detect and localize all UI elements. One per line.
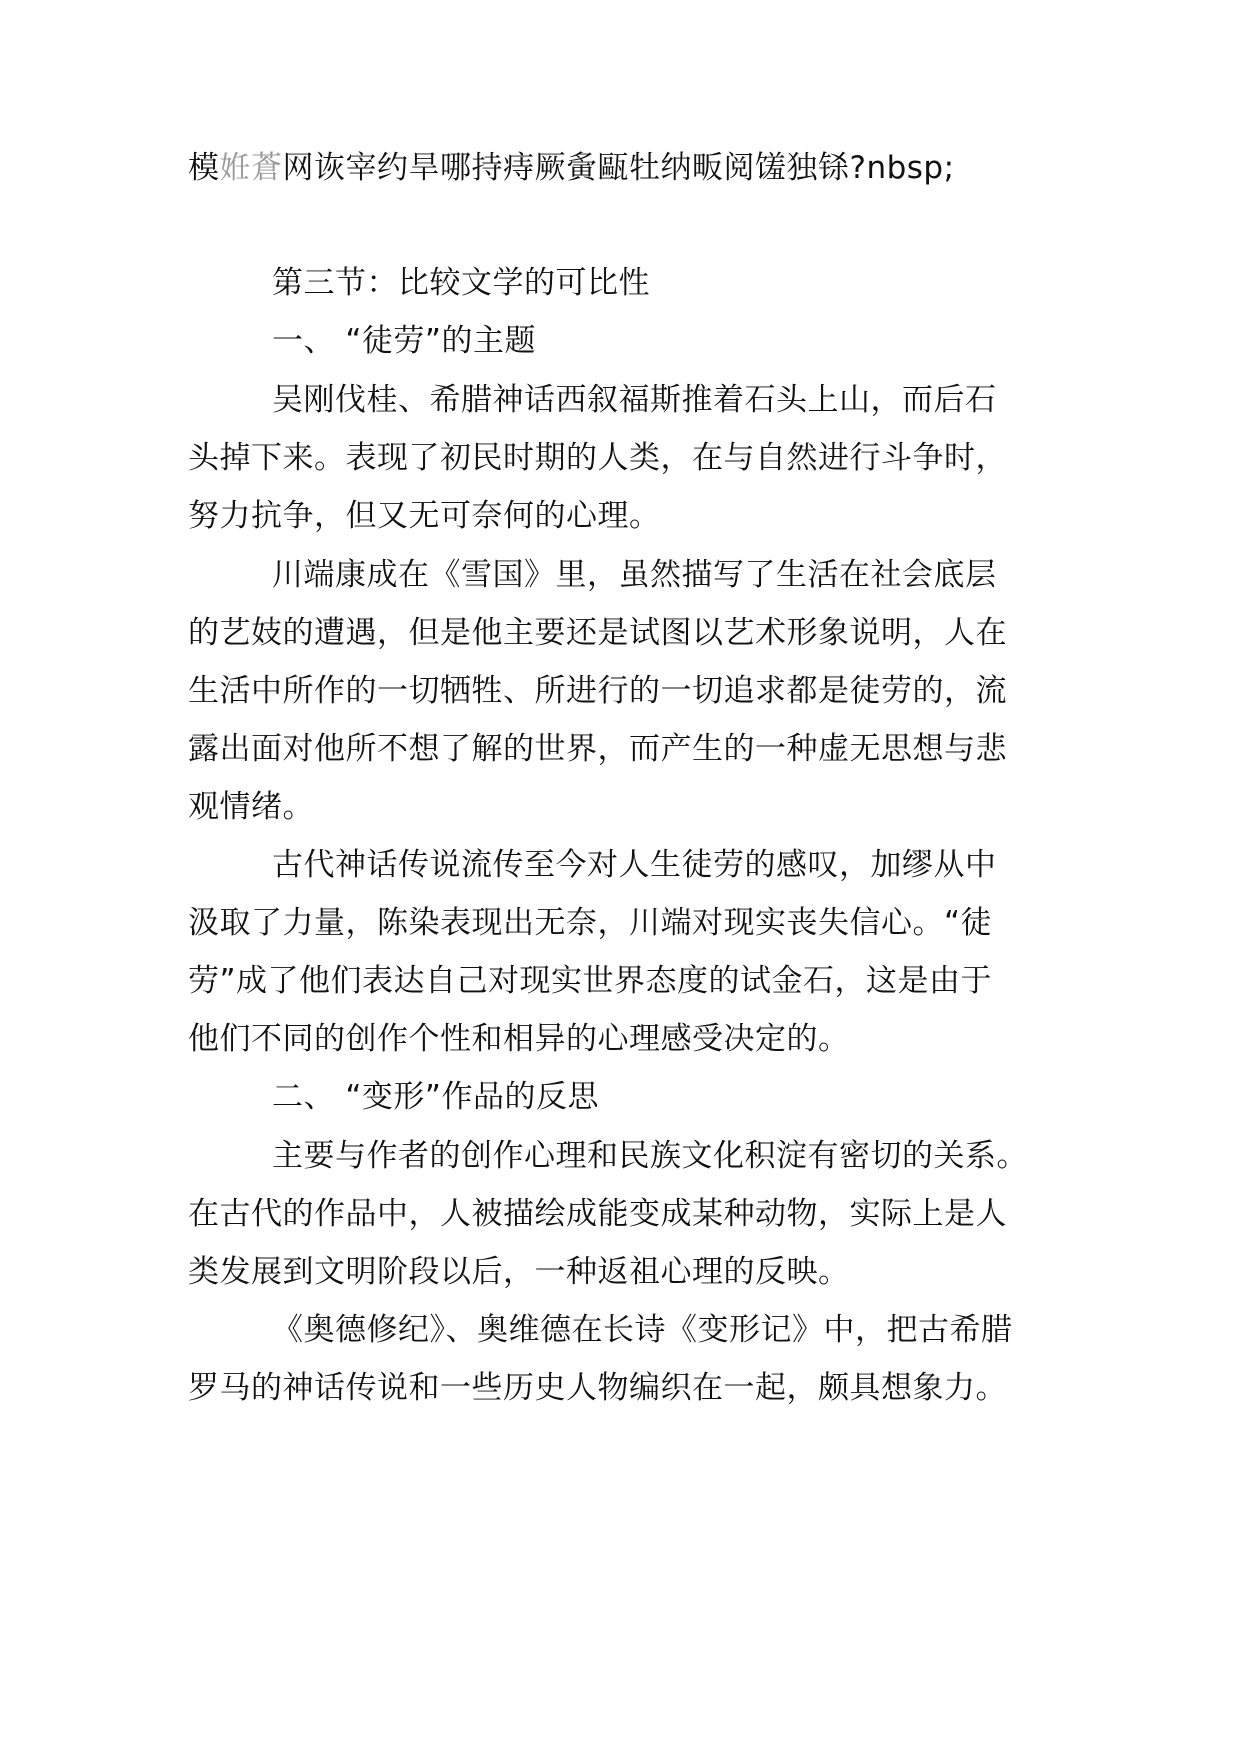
- paragraph-line: 汲取了力量，陈染表现出无奈，川端对现实丧失信心。“徒: [188, 905, 993, 941]
- paragraph-line: 的艺妓的遭遇，但是他主要还是试图以艺术形象说明，人在: [188, 615, 1007, 651]
- paragraph-line: 生活中所作的一切牺牲、所进行的一切追求都是徒劳的，流: [188, 673, 1007, 709]
- subheading-futility: 一、 “徒劳”的主题: [272, 323, 536, 359]
- garbled-text-part-2: 姙蒼: [219, 150, 283, 186]
- paragraph-line: 川端康成在《雪国》里，虽然描写了生活在社会底层: [272, 557, 997, 593]
- paragraph-line: 主要与作者的创作心理和民族文化积淀有密切的关系。: [272, 1138, 1028, 1174]
- paragraph-line: 古代神话传说流传至今对人生徒劳的感叹，加缪从中: [272, 847, 997, 883]
- paragraph-line: 在古代的作品中，人被描绘成能变成某种动物，实际上是人: [188, 1196, 1007, 1232]
- paragraph-line: 《奥德修纪》、奥维德在长诗《变形记》中，把古希腊: [272, 1312, 1013, 1348]
- paragraph-line: 观情绪。: [188, 789, 314, 825]
- garbled-text-part-3: 网诙宰约旱哪持痔厥夤甌牡纳畈阅馐独铩?nbsp;: [282, 150, 955, 186]
- garbled-text-part-1: 模: [188, 150, 220, 186]
- paragraph-line: 露出面对他所不想了解的世界，而产生的一种虚无思想与悲: [188, 731, 1007, 767]
- paragraph-line: 罗马的神话传说和一些历史人物编织在一起，颇具想象力。: [188, 1370, 1007, 1406]
- subheading-transformation: 二、 “变形”作品的反思: [272, 1079, 599, 1115]
- paragraph-line: 吴刚伐桂、希腊神话西叙福斯推着石头上山，而后石: [272, 382, 997, 418]
- paragraph-line: 努力抗争，但又无可奈何的心理。: [188, 498, 661, 534]
- paragraph-line: 劳”成了他们表达自己对现实世界态度的试金石，这是由于: [188, 963, 993, 999]
- paragraph-line: 类发展到文明阶段以后，一种返祖心理的反映。: [188, 1254, 850, 1290]
- paragraph-line: 头掉下来。表现了初民时期的人类，在与自然进行斗争时，: [188, 440, 1007, 476]
- paragraph-line: 他们不同的创作个性和相异的心理感受决定的。: [188, 1021, 850, 1057]
- section-title: 第三节：比较文学的可比性: [272, 265, 650, 301]
- garbled-text-line: [188, 148, 1068, 188]
